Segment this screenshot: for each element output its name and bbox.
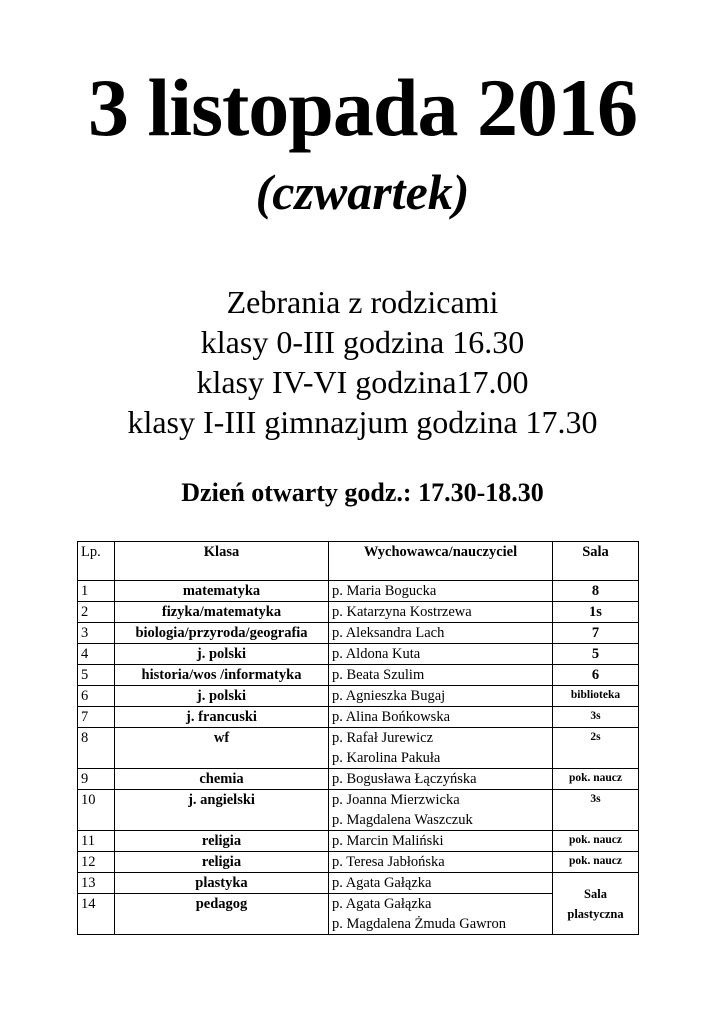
row-teacher: p. Magdalena Żmuda Gawron bbox=[332, 916, 506, 932]
row-teacher: p. Rafał Jurewicz bbox=[332, 730, 434, 746]
column-header-lp: Lp. bbox=[78, 542, 115, 581]
row-subject: religia bbox=[115, 831, 329, 852]
row-teacher: p. Aldona Kuta bbox=[329, 644, 553, 665]
row-number: 6 bbox=[78, 686, 115, 707]
row-number: 7 bbox=[78, 707, 115, 728]
row-subject: j. angielski bbox=[115, 790, 329, 831]
row-teachers bbox=[329, 790, 553, 831]
row-teacher: p. Aleksandra Lach bbox=[329, 623, 553, 644]
row-room: Sala plastyczna bbox=[553, 873, 639, 935]
row-subject: biologia/przyroda/geografia bbox=[115, 623, 329, 644]
row-teachers bbox=[329, 728, 553, 769]
meetings-line: klasy 0-III godzina 16.30 bbox=[200, 324, 525, 360]
meetings-line: klasy I-III gimnazjum godzina 17.30 bbox=[127, 404, 598, 440]
row-subject: j. francuski bbox=[115, 707, 329, 728]
row-number: 8 bbox=[78, 728, 115, 769]
table-header-row bbox=[78, 542, 639, 581]
table-row bbox=[78, 581, 639, 602]
row-number: 14 bbox=[78, 894, 115, 935]
column-header-klasa: Klasa bbox=[115, 542, 329, 581]
row-teacher: p. Teresa Jabłońska bbox=[329, 852, 553, 873]
row-teacher: p. Beata Szulim bbox=[329, 665, 553, 686]
table-row bbox=[78, 728, 639, 769]
table-row bbox=[78, 602, 639, 623]
schedule-table bbox=[77, 541, 639, 935]
row-room: 3s bbox=[553, 790, 639, 831]
row-number: 13 bbox=[78, 873, 115, 894]
table-row bbox=[78, 686, 639, 707]
meetings-line: klasy IV-VI godzina17.00 bbox=[196, 364, 529, 400]
row-teachers bbox=[329, 894, 553, 935]
row-number: 10 bbox=[78, 790, 115, 831]
page-subtitle: (czwartek) bbox=[255, 164, 470, 220]
row-subject: chemia bbox=[115, 769, 329, 790]
meetings-heading: Zebrania z rodzicami bbox=[226, 284, 499, 320]
table-row bbox=[78, 769, 639, 790]
table-row bbox=[78, 644, 639, 665]
row-teacher: p. Maria Bogucka bbox=[329, 581, 553, 602]
row-subject: plastyka bbox=[115, 873, 329, 894]
row-subject: pedagog bbox=[115, 894, 329, 935]
row-teacher: p. Agata Gałązka bbox=[332, 896, 432, 912]
row-room: 2s bbox=[553, 728, 639, 769]
row-room: 8 bbox=[553, 581, 639, 602]
row-teacher: p. Bogusława Łączyńska bbox=[329, 769, 553, 790]
table-row bbox=[78, 707, 639, 728]
row-subject: religia bbox=[115, 852, 329, 873]
open-day-heading: Dzień otwarty godz.: 17.30-18.30 bbox=[181, 478, 544, 507]
table-row bbox=[78, 623, 639, 644]
row-room: pok. naucz bbox=[553, 852, 639, 873]
table-row bbox=[78, 665, 639, 686]
row-number: 3 bbox=[78, 623, 115, 644]
column-header-teacher: Wychowawca/nauczyciel bbox=[329, 542, 553, 581]
row-room: 5 bbox=[553, 644, 639, 665]
row-number: 2 bbox=[78, 602, 115, 623]
row-teacher: p. Marcin Maliński bbox=[329, 831, 553, 852]
row-number: 5 bbox=[78, 665, 115, 686]
row-teacher: p. Agata Gałązka bbox=[329, 873, 553, 894]
table-row bbox=[78, 873, 639, 894]
row-teacher: p. Joanna Mierzwicka bbox=[332, 792, 460, 808]
row-number: 11 bbox=[78, 831, 115, 852]
page-title: 3 listopada 2016 bbox=[88, 62, 637, 153]
row-room: pok. naucz bbox=[553, 831, 639, 852]
row-teacher: p. Agnieszka Bugaj bbox=[329, 686, 553, 707]
row-teacher: p. Alina Bońkowska bbox=[329, 707, 553, 728]
table-row bbox=[78, 852, 639, 873]
row-teacher: p. Magdalena Waszczuk bbox=[332, 812, 473, 828]
row-subject: fizyka/matematyka bbox=[115, 602, 329, 623]
table-row bbox=[78, 790, 639, 831]
row-room: 3s bbox=[553, 707, 639, 728]
row-subject: j. polski bbox=[115, 644, 329, 665]
row-room: 7 bbox=[553, 623, 639, 644]
row-teacher: p. Katarzyna Kostrzewa bbox=[329, 602, 553, 623]
table-row bbox=[78, 831, 639, 852]
row-number: 1 bbox=[78, 581, 115, 602]
row-subject: historia/wos /informatyka bbox=[115, 665, 329, 686]
row-subject: j. polski bbox=[115, 686, 329, 707]
row-room: 1s bbox=[553, 602, 639, 623]
row-room: 6 bbox=[553, 665, 639, 686]
row-number: 4 bbox=[78, 644, 115, 665]
row-room: biblioteka bbox=[553, 686, 639, 707]
row-number: 9 bbox=[78, 769, 115, 790]
column-header-sala: Sala bbox=[553, 542, 639, 581]
row-number: 12 bbox=[78, 852, 115, 873]
row-subject: wf bbox=[115, 728, 329, 769]
row-subject: matematyka bbox=[115, 581, 329, 602]
row-room: pok. naucz bbox=[553, 769, 639, 790]
meetings-block bbox=[0, 282, 725, 442]
row-teacher: p. Karolina Pakuła bbox=[332, 750, 441, 766]
